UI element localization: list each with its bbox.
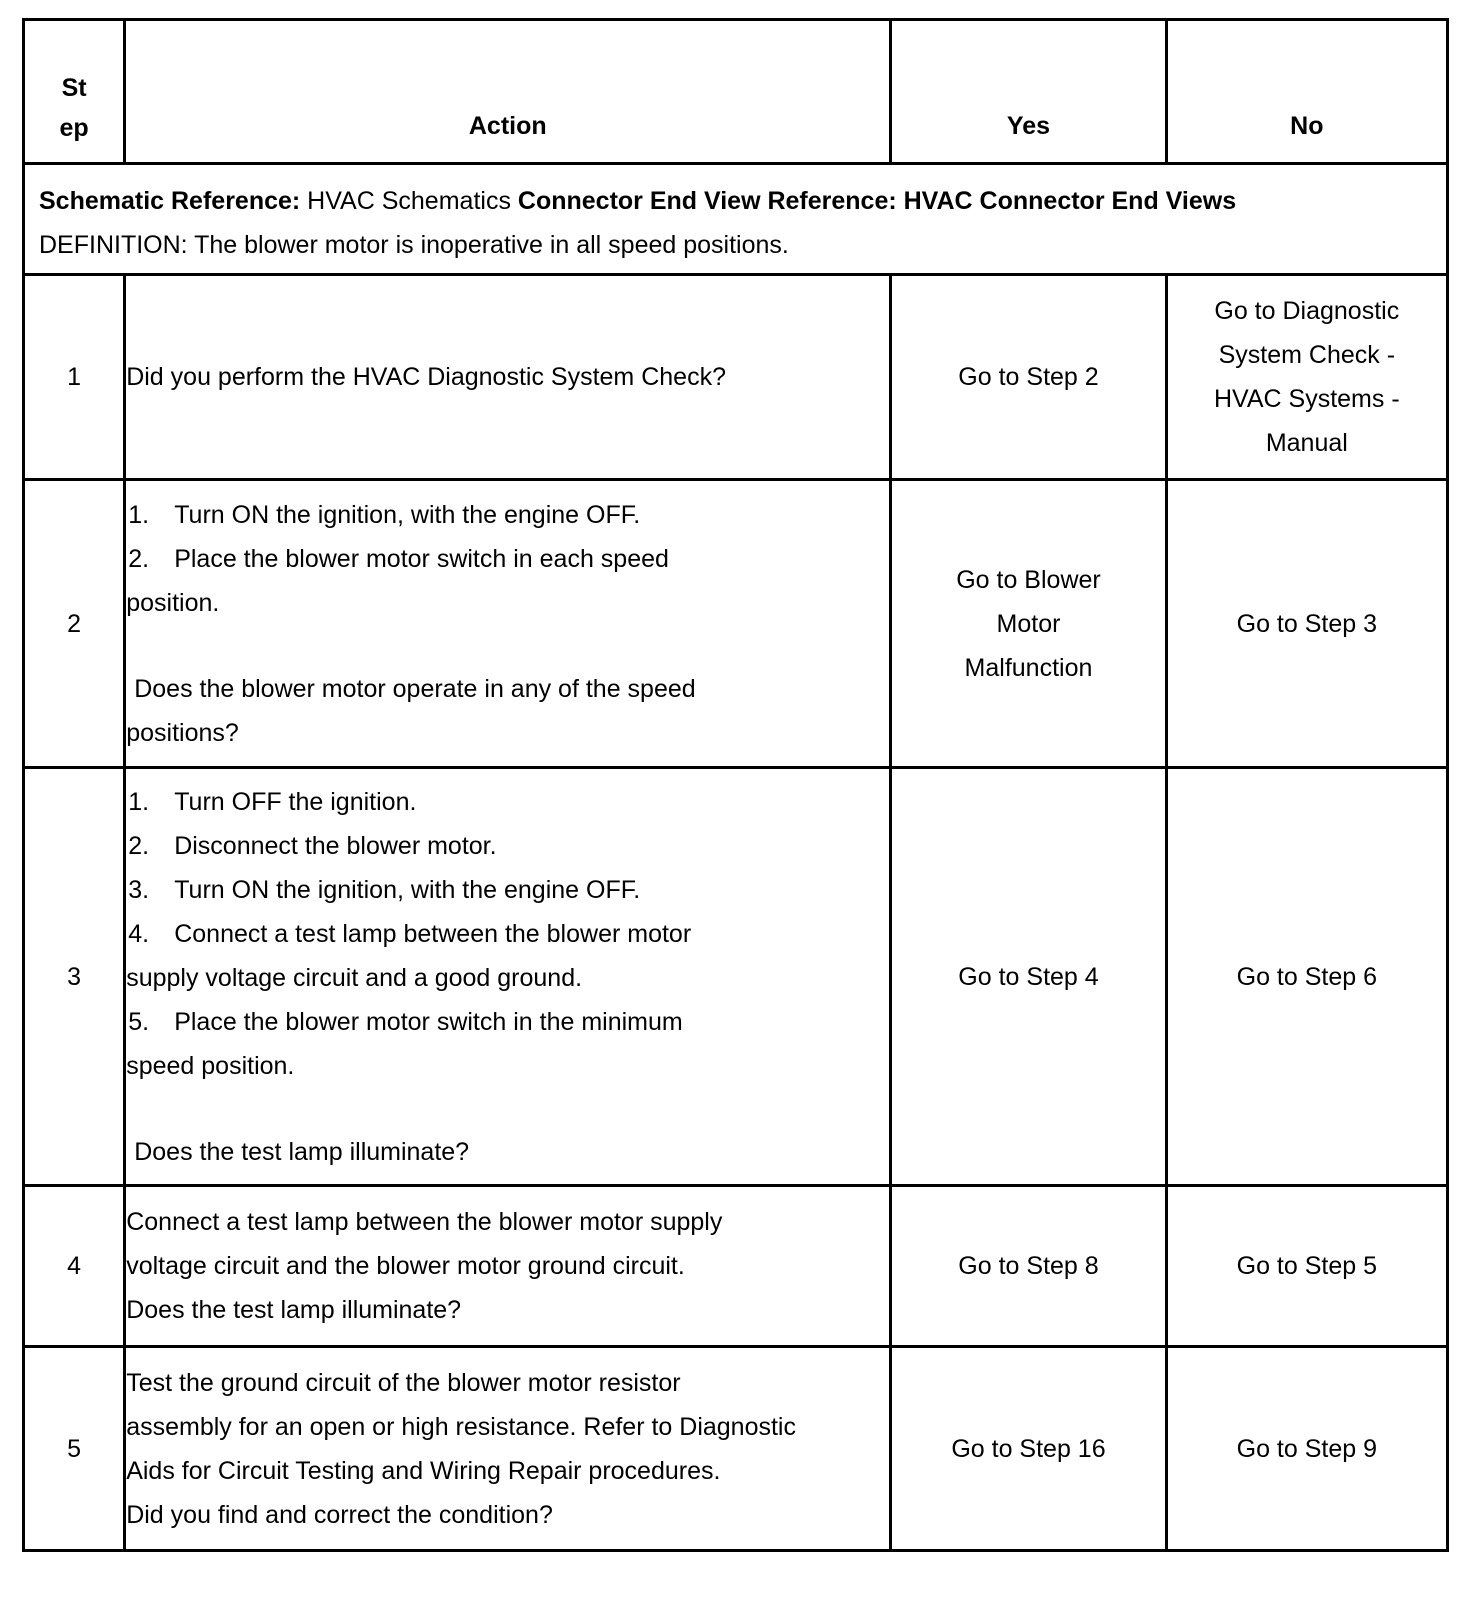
table-row bbox=[24, 480, 1448, 768]
diagnostic-table bbox=[22, 18, 1449, 1552]
list-item: 3. Turn ON the ignition, with the engine OFF. bbox=[128, 875, 641, 904]
question-text: Did you find and correct the condition? bbox=[126, 1500, 553, 1529]
list-item: 5. Place the blower motor switch in the minimum bbox=[128, 1007, 683, 1036]
connector-reference: Connector End View Reference: HVAC Connector End Views bbox=[517, 187, 1237, 215]
table-row bbox=[24, 1186, 1448, 1347]
list-item: 4. Connect a test lamp between the blower motor bbox=[128, 919, 692, 948]
step-number: 4 bbox=[24, 1186, 125, 1347]
yes-cell: Go to Step 4 bbox=[891, 768, 1166, 1186]
action-cell: Did you perform the HVAC Diagnostic System Check? bbox=[125, 275, 891, 480]
action-cell: Test the ground circuit of the blower motor resistor assembly for an open or high resistance. Refer to Diagnostic Aids for Circuit Testing and Wiring Repair procedures. Did you find and correct the condition? bbox=[125, 1347, 891, 1551]
action-cell: 1. Turn OFF the ignition. 2. Disconnect the blower motor. 3. Turn ON the ignition, with the engine OFF. 4. Connect a test lamp between the blower motor supply voltage circuit and a good ground. 5. Place the blower motor switch in the minimum speed position. Does the test lamp illuminate? bbox=[125, 768, 891, 1186]
header-no: No bbox=[1166, 20, 1447, 164]
table-row bbox=[24, 275, 1448, 480]
step-number: 1 bbox=[24, 275, 125, 480]
reference-cell bbox=[24, 164, 1448, 275]
yes-cell: Go to Blower Motor Malfunction bbox=[891, 480, 1166, 768]
schematic-reference-label: Schematic Reference: bbox=[39, 187, 301, 215]
no-cell: Go to Step 3 bbox=[1166, 480, 1447, 768]
no-cell: Go to Diagnostic System Check - HVAC Systems - Manual bbox=[1166, 275, 1447, 480]
action-cell: Connect a test lamp between the blower motor supply voltage circuit and the blower motor ground circuit. Does the test lamp illuminate? bbox=[125, 1186, 891, 1347]
step-number: 5 bbox=[24, 1347, 125, 1551]
step-number: 3 bbox=[24, 768, 125, 1186]
reference-row bbox=[24, 164, 1448, 275]
yes-cell: Go to Step 8 bbox=[891, 1186, 1166, 1347]
step-number: 2 bbox=[24, 480, 125, 768]
yes-cell: Go to Step 2 bbox=[891, 275, 1166, 480]
question-text: Does the test lamp illuminate? bbox=[126, 1296, 462, 1324]
definition-text: DEFINITION: The blower motor is inoperative in all speed positions. bbox=[39, 231, 789, 259]
list-item: 2. Disconnect the blower motor. bbox=[128, 831, 497, 860]
header-step: St ep bbox=[24, 20, 125, 164]
question-text: Does the test lamp illuminate? bbox=[134, 1137, 470, 1166]
no-cell: Go to Step 6 bbox=[1166, 768, 1447, 1186]
schematic-reference-value: HVAC Schematics bbox=[300, 187, 518, 215]
no-cell: Go to Step 9 bbox=[1166, 1347, 1447, 1551]
table-row bbox=[24, 1347, 1448, 1551]
table-row bbox=[24, 768, 1448, 1186]
header-action: Action bbox=[125, 20, 891, 164]
header-row bbox=[24, 20, 1448, 164]
action-cell: 1. Turn ON the ignition, with the engine OFF. 2. Place the blower motor switch in each speed position. Does the blower motor operate in any of the speed positions? bbox=[125, 480, 891, 768]
yes-cell: Go to Step 16 bbox=[891, 1347, 1166, 1551]
question-text: Does the blower motor operate in any of the speed bbox=[134, 674, 696, 703]
list-item: 2. Place the blower motor switch in each speed bbox=[128, 544, 669, 573]
list-item: 1. Turn ON the ignition, with the engine OFF. bbox=[128, 500, 641, 529]
no-cell: Go to Step 5 bbox=[1166, 1186, 1447, 1347]
list-item: 1. Turn OFF the ignition. bbox=[128, 787, 417, 816]
header-yes: Yes bbox=[891, 20, 1166, 164]
